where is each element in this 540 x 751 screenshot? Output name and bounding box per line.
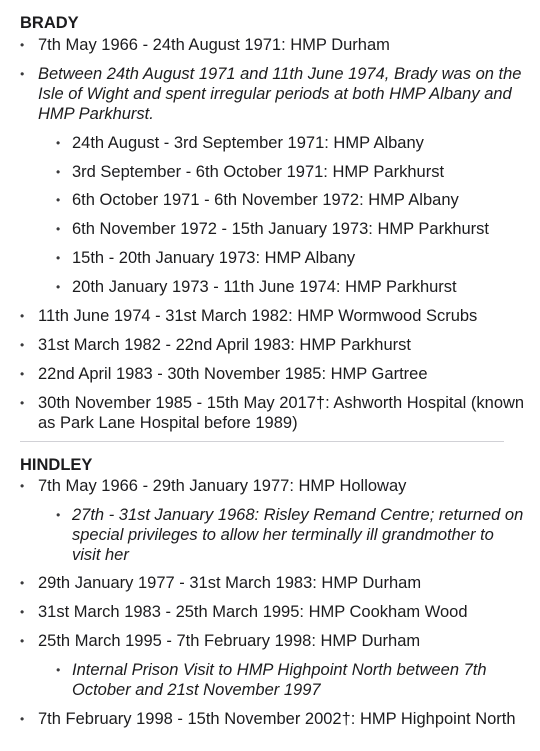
list-item: • 7th May 1966 - 29th January 1977: HMP Holloway [20,476,526,496]
list-item: • 7th May 1966 - 24th August 1971: HMP Durham [20,35,526,55]
list-item: • 31st March 1982 - 22nd April 1983: HMP Parkhurst [20,335,526,355]
list-item: • 6th October 1971 - 6th November 1972: HMP Albany [20,190,526,210]
list-item: • 6th November 1972 - 15th January 1973: HMP Parkhurst [20,219,526,239]
list-item: • 30th November 1985 - 15th May 2017†: Ashworth Hospital (known as Park Lane Hospital before 1989) [20,393,526,433]
list-item: • Internal Prison Visit to HMP Highpoint North between 7th October and 21st November 1997 [20,660,526,700]
section-divider [20,441,504,442]
list-item: • 15th - 20th January 1973: HMP Albany [20,248,526,268]
list-item: • 25th March 1995 - 7th February 1998: HMP Durham [20,631,526,651]
hindley-heading: HINDLEY [20,456,93,474]
list-item: • 24th August - 3rd September 1971: HMP Albany [20,133,526,153]
list-item: • 3rd September - 6th October 1971: HMP Parkhurst [20,162,526,182]
list-item: • 27th - 31st January 1968: Risley Remand Centre; returned on special privileges to allow her terminally ill grandmother to visit her [20,505,526,565]
list-item: • 29th January 1977 - 31st March 1983: HMP Durham [20,573,526,593]
list-item: • 22nd April 1983 - 30th November 1985: HMP Gartree [20,364,526,384]
list-item: • 31st March 1983 - 25th March 1995: HMP Cookham Wood [20,602,526,622]
brady-heading: BRADY [20,14,79,32]
list-item: • Between 24th August 1971 and 11th June 1974, Brady was on the Isle of Wight and spent irregular periods at both HMP Albany and HMP Parkhurst. [20,64,526,124]
list-item: • 20th January 1973 - 11th June 1974: HMP Parkhurst [20,277,526,297]
list-item: • 7th February 1998 - 15th November 2002†: HMP Highpoint North [20,709,526,729]
list-item: • 11th June 1974 - 31st March 1982: HMP Wormwood Scrubs [20,306,526,326]
